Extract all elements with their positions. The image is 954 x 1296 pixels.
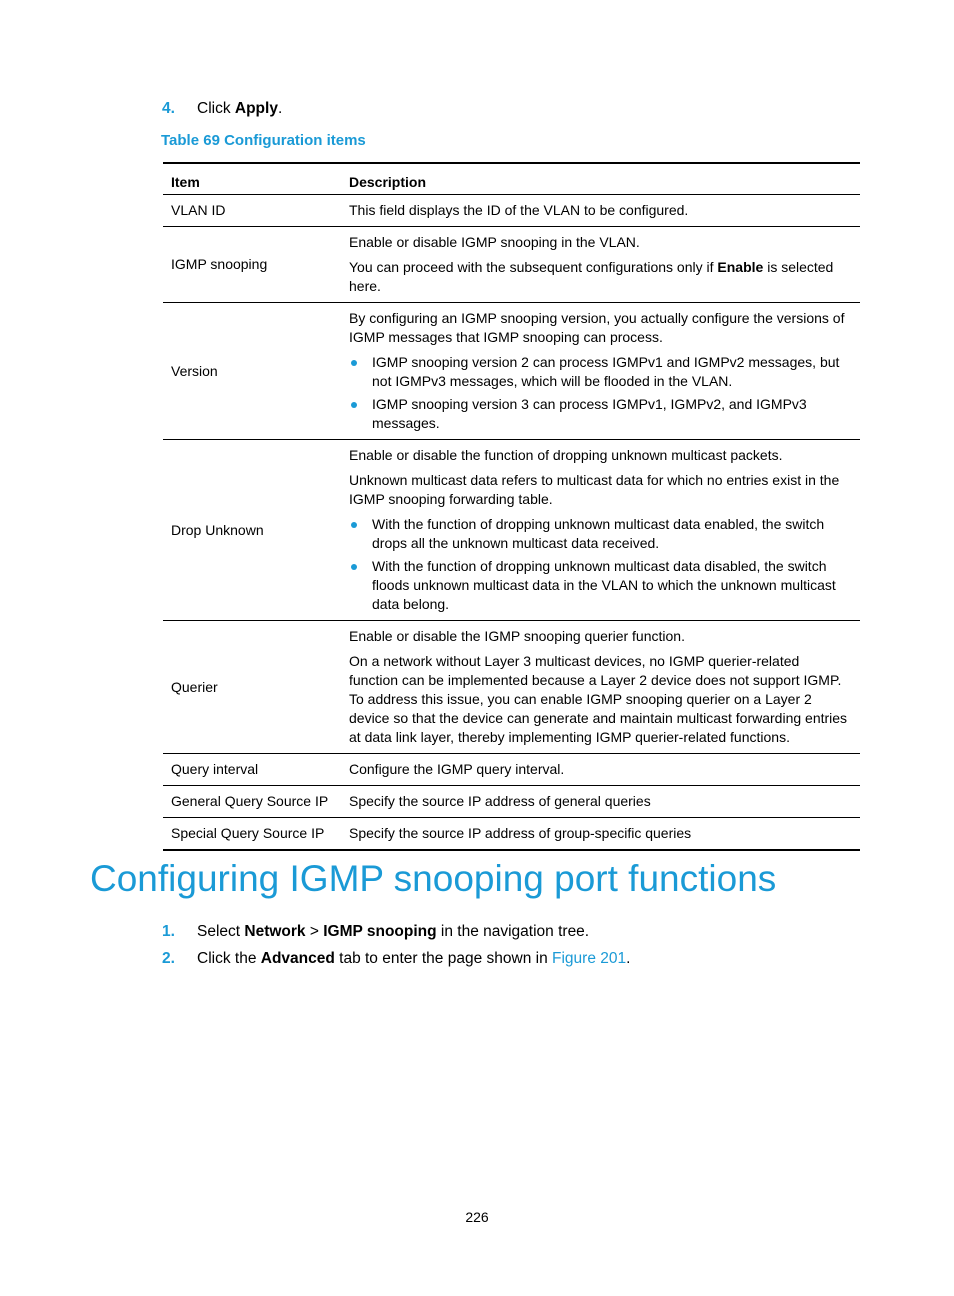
table-row-vlan-id	[163, 195, 860, 227]
table-row-special-query-source-ip	[163, 818, 860, 851]
table-header-row	[163, 163, 860, 195]
description-paragraph: Enable or disable the function of dropping unknown multicast packets.	[349, 447, 783, 463]
description-paragraph: Unknown multicast data refers to multicast data for which no entries exist in the IGMP snooping forwarding table.	[349, 472, 840, 507]
bullet-icon	[351, 522, 357, 528]
step-text: Select	[197, 923, 245, 940]
item-cell: VLAN ID	[163, 195, 341, 227]
bullet-icon	[351, 564, 357, 570]
list-item-text: IGMP snooping version 3 can process IGMPv1, IGMPv2, and IGMPv3 messages.	[372, 396, 807, 431]
table-row-version	[163, 303, 860, 440]
item-cell: Version	[163, 303, 341, 440]
text-run: You can proceed with the subsequent configurations only if	[349, 259, 718, 275]
bullet-icon	[351, 360, 357, 366]
item-cell: Drop Unknown	[163, 440, 341, 621]
advanced-label: Advanced	[260, 950, 335, 967]
list-item	[349, 353, 852, 391]
description-cell	[341, 227, 860, 303]
list-item	[349, 557, 852, 614]
description-cell: This field displays the ID of the VLAN to be configured.	[341, 195, 860, 227]
description-cell: Specify the source IP address of general queries	[341, 786, 860, 818]
item-cell: General Query Source IP	[163, 786, 341, 818]
table-row-query-interval	[163, 754, 860, 786]
step-text-end: .	[277, 100, 283, 117]
text-run: is selected here.	[349, 259, 834, 294]
step-text: tab to enter the page shown in	[334, 950, 552, 967]
list-item-text: With the function of dropping unknown multicast data disabled, the switch floods unknown multicast data in the VLAN to which the unknown multicast data belong.	[372, 558, 836, 612]
step-number: 2.	[162, 950, 175, 967]
configuration-items-table	[163, 162, 860, 851]
page-number: 226	[465, 1209, 489, 1225]
description-cell	[341, 440, 860, 621]
step-text: >	[305, 923, 324, 940]
bullet-list	[349, 353, 852, 433]
step-2	[162, 950, 630, 968]
step-text: Click the	[197, 950, 261, 967]
network-label: Network	[244, 923, 306, 940]
enable-label: Enable	[717, 259, 764, 275]
description-cell: Specify the source IP address of group-specific queries	[341, 818, 860, 851]
apply-label: Apply	[234, 100, 278, 117]
list-item	[349, 515, 852, 553]
description-cell	[341, 303, 860, 440]
section-heading: Configuring IGMP snooping port functions	[90, 858, 777, 899]
step-number: 4.	[162, 100, 175, 117]
description-paragraph: By configuring an IGMP snooping version, you actually configure the versions of IGMP messages that IGMP snooping can process.	[349, 310, 845, 345]
item-cell: Querier	[163, 621, 341, 754]
description-paragraph: Enable or disable IGMP snooping in the VLAN.	[349, 234, 640, 250]
step-1	[162, 923, 589, 941]
step-text-end: in the navigation tree.	[436, 923, 590, 940]
item-cell: Query interval	[163, 754, 341, 786]
item-cell: IGMP snooping	[163, 227, 341, 303]
list-item-text: With the function of dropping unknown multicast data enabled, the switch drops all the unknown multicast data received.	[372, 516, 825, 551]
table-row-drop-unknown	[163, 440, 860, 621]
header-description: Description	[341, 163, 860, 195]
header-item: Item	[163, 163, 341, 195]
table-row-querier	[163, 621, 860, 754]
description-paragraph: Enable or disable the IGMP snooping querier function.	[349, 628, 685, 644]
description-cell: Configure the IGMP query interval.	[341, 754, 860, 786]
step-text: Click	[197, 100, 235, 117]
list-item	[349, 395, 852, 433]
description-paragraph	[349, 258, 852, 296]
figure-201-link[interactable]: Figure 201	[552, 950, 627, 967]
description-cell	[341, 621, 860, 754]
step-4	[162, 100, 282, 118]
table-row-igmp-snooping	[163, 227, 860, 303]
list-item-text: IGMP snooping version 2 can process IGMPv1 and IGMPv2 messages, but not IGMPv3 messages, which will be flooded in the VLAN.	[372, 354, 840, 389]
step-text-end: .	[626, 950, 631, 967]
table-row-general-query-source-ip	[163, 786, 860, 818]
item-cell: Special Query Source IP	[163, 818, 341, 851]
bullet-list	[349, 515, 852, 614]
step-number: 1.	[162, 923, 175, 940]
description-paragraph: On a network without Layer 3 multicast devices, no IGMP querier-related function can be implemented because a Layer 2 device does not support IGMP. To address this issue, you can enable IGMP snooping querier on a Layer 2 device so that the device can generate and maintain multicast forwarding entries at data link layer, thereby implementing IGMP querier-related functions.	[349, 653, 848, 745]
bullet-icon	[351, 402, 357, 408]
igmp-snooping-label: IGMP snooping	[323, 923, 437, 940]
table-caption: Table 69 Configuration items	[161, 132, 366, 149]
